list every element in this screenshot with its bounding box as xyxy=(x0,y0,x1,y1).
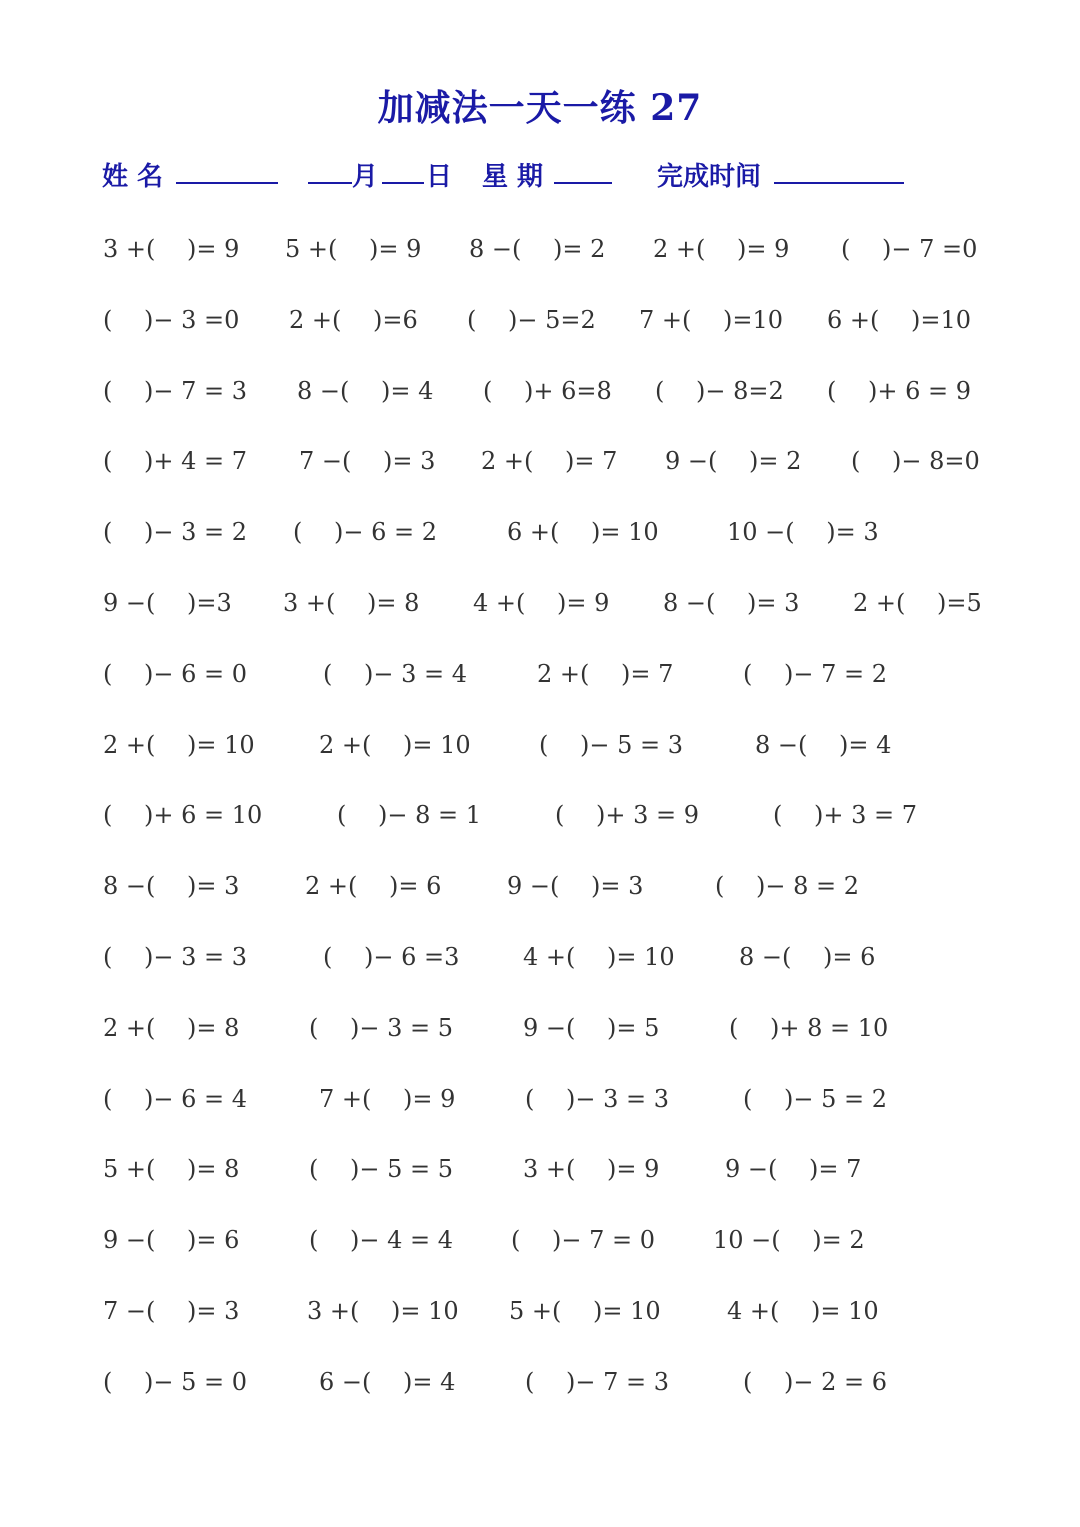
exercise-row xyxy=(103,1220,983,1291)
exercise-row xyxy=(103,229,983,300)
exercise-item: 8 −( )= 2 xyxy=(469,235,606,263)
exercise-item: ( )+ 6=8 xyxy=(483,376,612,405)
exercise-item: ( )− 6 = 4 xyxy=(103,1084,247,1113)
exercise-item: 2 +( )= 10 xyxy=(319,730,471,759)
exercise-row xyxy=(103,300,983,371)
day-label: 日 xyxy=(426,162,453,192)
exercise-item: 9 −( )=3 xyxy=(103,588,232,617)
exercise-item: ( )− 6 = 0 xyxy=(103,659,247,688)
exercise-item: ( )− 3 = 3 xyxy=(103,942,247,971)
exercise-row xyxy=(103,1008,983,1079)
exercise-item: ( )− 3 = 3 xyxy=(525,1084,669,1113)
exercise-row xyxy=(103,937,983,1008)
exercise-item: ( )− 8 = 1 xyxy=(337,801,481,830)
exercise-item: 8 −( )= 3 xyxy=(663,588,800,617)
exercise-item: 2 +( )=6 xyxy=(289,305,418,334)
exercise-item: ( )− 5 = 5 xyxy=(309,1155,453,1184)
exercise-item: 5 +( )= 8 xyxy=(103,1155,240,1184)
exercise-item: 8 −( )= 4 xyxy=(755,730,892,759)
exercise-item: ( )− 7 = 2 xyxy=(743,659,887,688)
exercise-item: ( )− 5 = 0 xyxy=(103,1367,247,1396)
exercise-item: 5 +( )= 10 xyxy=(509,1296,661,1325)
exercise-item: 9 −( )= 5 xyxy=(523,1013,660,1042)
exercise-item: 2 +( )= 8 xyxy=(103,1013,240,1042)
exercise-item: 4 +( )= 10 xyxy=(727,1296,879,1325)
exercise-item: ( )− 8=0 xyxy=(851,447,980,476)
exercise-item: 6 +( )=10 xyxy=(827,305,972,334)
exercise-item: ( )+ 4 = 7 xyxy=(103,447,247,476)
exercise-item: 3 +( )= 9 xyxy=(103,235,240,263)
exercise-item: 2 +( )= 6 xyxy=(305,872,442,901)
exercise-item: 3 +( )= 9 xyxy=(523,1155,660,1184)
month-label: 月 xyxy=(352,162,379,192)
exercise-row xyxy=(103,725,983,796)
exercise-item: ( )− 5=2 xyxy=(467,305,596,334)
exercise-item: 9 −( )= 2 xyxy=(665,447,802,476)
exercise-item: 8 −( )= 4 xyxy=(297,376,434,405)
exercise-item: 2 +( )=5 xyxy=(853,588,982,617)
exercise-item: 7 +( )=10 xyxy=(639,305,784,334)
exercise-item: ( )+ 3 = 9 xyxy=(555,801,699,830)
exercise-item: 10 −( )= 2 xyxy=(713,1226,865,1255)
exercise-item: ( )− 3 = 4 xyxy=(323,659,467,688)
month-blank[interactable] xyxy=(308,156,352,184)
exercise-item: 8 −( )= 3 xyxy=(103,872,240,901)
exercise-item: 6 +( )= 10 xyxy=(507,518,659,547)
exercise-item: ( )− 8=2 xyxy=(655,376,784,405)
exercise-item: 9 −( )= 3 xyxy=(507,872,644,901)
exercise-item: 9 −( )= 6 xyxy=(103,1226,240,1255)
time-blank[interactable] xyxy=(774,156,904,184)
exercise-item: 3 +( )= 8 xyxy=(283,588,420,617)
exercise-item: ( )− 3 = 5 xyxy=(309,1013,453,1042)
exercise-row xyxy=(103,1149,983,1220)
exercise-row xyxy=(103,441,983,512)
weekday-blank[interactable] xyxy=(554,156,612,184)
exercise-item: 2 +( )= 7 xyxy=(481,447,618,476)
exercise-item: ( )− 7 = 3 xyxy=(103,376,247,405)
exercise-item: 4 +( )= 10 xyxy=(523,942,675,971)
exercise-row xyxy=(103,1362,983,1433)
exercise-item: 3 +( )= 10 xyxy=(307,1296,459,1325)
exercise-item: 9 −( )= 7 xyxy=(725,1155,862,1184)
exercise-item: ( )+ 6 = 10 xyxy=(103,801,263,830)
exercise-item: 7 −( )= 3 xyxy=(103,1296,240,1325)
exercise-item: ( )− 6 = 2 xyxy=(293,518,437,547)
exercise-item: 7 −( )= 3 xyxy=(299,447,436,476)
exercise-item: ( )+ 8 = 10 xyxy=(729,1013,889,1042)
day-blank[interactable] xyxy=(382,156,424,184)
exercise-rows xyxy=(103,229,983,1433)
exercise-row xyxy=(103,512,983,583)
exercise-item: 2 +( )= 7 xyxy=(537,659,674,688)
exercise-row xyxy=(103,583,983,654)
exercise-item: 7 +( )= 9 xyxy=(319,1084,456,1113)
exercise-item: 2 +( )= 10 xyxy=(103,730,255,759)
exercise-item: ( )− 7 = 3 xyxy=(525,1367,669,1396)
weekday-label: 星 期 xyxy=(482,162,544,192)
exercise-item: ( )− 7 = 0 xyxy=(511,1226,655,1255)
exercise-item: ( )− 5 = 2 xyxy=(743,1084,887,1113)
exercise-item: ( )+ 3 = 7 xyxy=(773,801,917,830)
exercise-row xyxy=(103,795,983,866)
exercise-item: 10 −( )= 3 xyxy=(727,518,879,547)
name-label: 姓 名 xyxy=(102,162,164,192)
worksheet-title: 加减法一天一练 27 xyxy=(377,87,703,129)
exercise-item: ( )− 3 =0 xyxy=(103,305,240,334)
exercise-row xyxy=(103,1079,983,1150)
exercise-item: ( )− 4 = 4 xyxy=(309,1226,453,1255)
exercise-item: 6 −( )= 4 xyxy=(319,1367,456,1396)
exercise-row xyxy=(103,371,983,442)
name-blank[interactable] xyxy=(176,156,278,184)
exercise-item: ( )− 6 =3 xyxy=(323,942,460,971)
exercise-item: ( )− 7 =0 xyxy=(841,235,978,263)
exercise-item: ( )− 2 = 6 xyxy=(743,1367,887,1396)
exercise-item: 8 −( )= 6 xyxy=(739,942,876,971)
exercise-item: ( )+ 6 = 9 xyxy=(827,376,971,405)
exercise-item: ( )− 5 = 3 xyxy=(539,730,683,759)
exercise-item: 5 +( )= 9 xyxy=(285,235,422,263)
exercise-row xyxy=(103,866,983,937)
exercise-item: 2 +( )= 9 xyxy=(653,235,790,263)
exercise-row xyxy=(103,1291,983,1362)
exercise-row xyxy=(103,654,983,725)
exercise-item: ( )− 8 = 2 xyxy=(715,872,859,901)
exercise-item: 4 +( )= 9 xyxy=(473,588,610,617)
exercise-item: ( )− 3 = 2 xyxy=(103,518,247,547)
time-label: 完成时间 xyxy=(657,162,762,192)
student-info-header xyxy=(102,156,982,196)
